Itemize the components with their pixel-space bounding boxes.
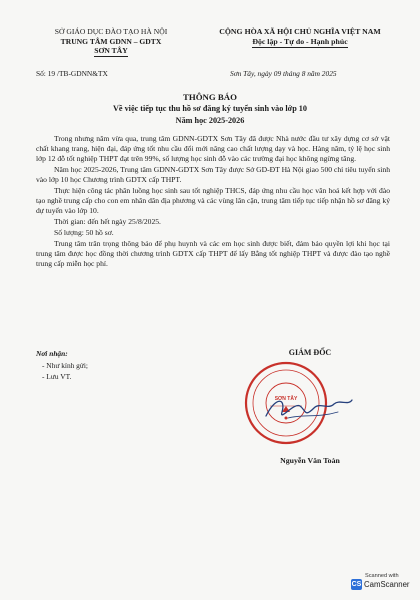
center-name: TRUNG TÂM GDNN – GDTX bbox=[60, 36, 162, 46]
document-body bbox=[36, 134, 390, 270]
date-line: Sơn Tây, ngày 09 tháng 8 năm 2025 bbox=[230, 69, 337, 78]
document-type-title: THÔNG BÁO bbox=[182, 92, 237, 102]
watermark-brand: CamScanner bbox=[364, 580, 410, 589]
issuing-agency-header bbox=[26, 27, 196, 57]
national-motto: Độc lập - Tự do - Hạnh phúc bbox=[252, 37, 347, 48]
document-subject: Về việc tiếp tục thu hồ sơ đăng ký tuyển sinh vào lớp 10 bbox=[113, 104, 307, 113]
seal-center-label: SƠN TÂY bbox=[274, 396, 298, 402]
school-year: Năm học 2025-2026 bbox=[175, 116, 245, 125]
camscanner-watermark bbox=[351, 573, 411, 590]
recipient-item: - Lưu VT. bbox=[42, 372, 72, 382]
watermark-caption: Scanned with bbox=[365, 573, 399, 579]
country-name: CỘNG HÒA XÃ HỘI CHỦ NGHĨA VIỆT NAM bbox=[219, 27, 381, 36]
body-paragraph: Trong nhưng năm vừa qua, trung tâm GDNN-GDTX Sơn Tây đã được Nhà nước đầu tư xây dựng cơ sở vật chất khang trang, hiện đại, đáp ứng tốt nhu cầu đổi mới nâng cao chất lượng dạy và học. Hàng năm, tỷ lệ học sinh lớp 12 đỗ tốt nghiệp THPT đạt trên 99%, số lượng học sinh đỗ vào các trường đại học không ngừng tăng. bbox=[36, 134, 390, 163]
national-header bbox=[200, 27, 400, 48]
logo-letters: CS bbox=[351, 581, 362, 588]
recipient-item: - Như kính gửi; bbox=[42, 360, 88, 370]
signer-name: Nguyễn Văn Toàn bbox=[280, 456, 340, 465]
recipients-title: Nơi nhận: bbox=[36, 349, 68, 358]
recipients-block bbox=[36, 348, 88, 383]
body-paragraph: Thực hiện công tác phân luồng học sinh sau tốt nghiệp THCS, đáp ứng nhu cầu học văn hoá kết hợp với đào tạo nghề trung cấp cho con em nhân dân địa phương và các vùng lân cận, trung tâm tiếp tục tiếp nhận hồ sơ đăng ký dự tuyển vào lớp 10. bbox=[36, 185, 390, 215]
body-paragraph: Năm học 2025-2026, Trung tâm GDNN-GDTX Sơn Tây được Sở GD-ĐT Hà Nội giao 500 chỉ tiêu tuyển sinh vào lớp 10 học Chương trình GDTX cấp THPT. bbox=[36, 164, 390, 184]
document-number: Số: 19 /TB-GDNN&TX bbox=[36, 69, 108, 78]
center-location: SƠN TÂY bbox=[94, 46, 127, 57]
body-paragraph: Trung tâm trân trọng thông báo để phụ huynh và các em học sinh được biết, đảm bảo quyền lợi khi học tại trung tâm được học đồng thời chương trình GDTX cấp THPT để lấy Bằng tốt nghiệp THPT và được đào tạo nghề trung cấp miễn học phí. bbox=[36, 239, 390, 269]
signer-position: GIÁM ĐỐC bbox=[288, 348, 332, 357]
body-paragraph: Thời gian: đến hết ngày 25/8/2025. bbox=[54, 216, 161, 226]
agency-name: SỞ GIÁO DỤC ĐÀO TẠO HÀ NỘI bbox=[54, 27, 168, 36]
camscanner-logo-icon bbox=[351, 579, 362, 590]
handwritten-signature-icon bbox=[258, 388, 358, 428]
body-paragraph: Số lượng: 50 hồ sơ. bbox=[54, 228, 114, 238]
